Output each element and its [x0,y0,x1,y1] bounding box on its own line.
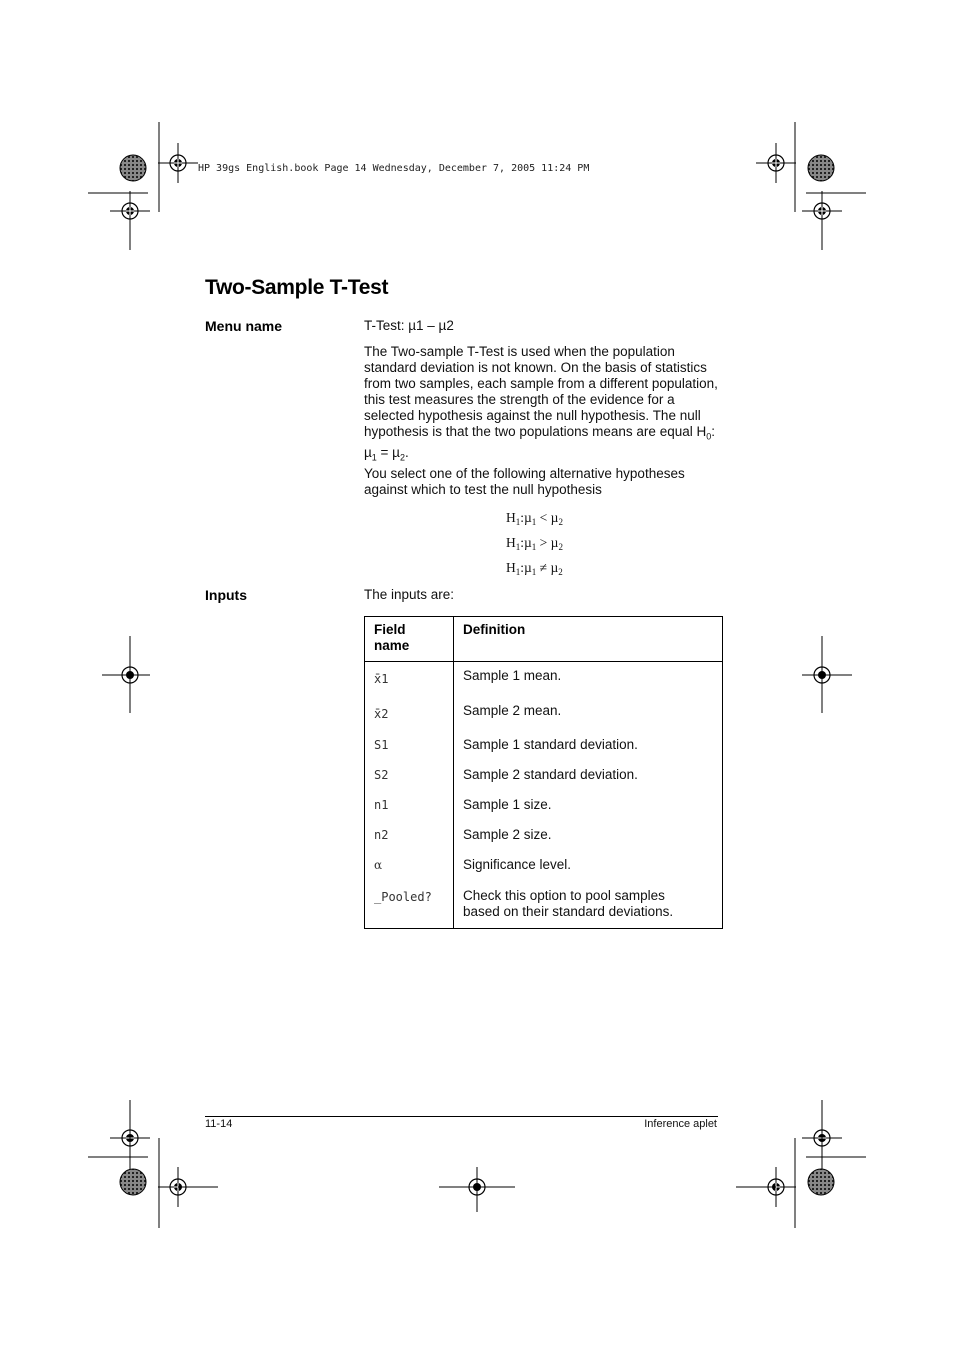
inputs-intro: The inputs are: [364,587,455,602]
definition-cell: Sample 1 standard deviation. [454,733,723,763]
hypothesis-less-than: $H_1:\mu_1 < \mu_2$ [506,510,563,527]
page-title: Two-Sample T-Test [205,276,389,299]
field-s1: S1 [365,733,454,763]
table-row [365,883,723,929]
table-row [365,763,723,793]
definition-cell: Significance level. [454,853,723,883]
field-alpha: α [365,853,454,883]
field-pooled: _Pooled? [365,883,454,929]
description-text: The Two-sample T-Test is used when the population standard deviation is not known. On the basis of statistics from two samples, each sample from a different population, this test measures the strength of the evidence for a selected hypothesis against the null hypothesis. The null hypothesis is that the two populations means are [364,344,718,439]
definition-cell: Sample 2 size. [454,823,723,853]
description-paragraph [364,344,724,465]
table-row [365,697,723,733]
column-header-field-name: Field name [365,617,454,662]
definition-cell: Check this option to pool samples based on their standard deviations. [454,883,723,929]
field-x-bar-1: x̄1 [365,662,454,698]
definition-cell: Sample 1 mean. [454,662,723,698]
definition-cell: Sample 2 mean. [454,697,723,733]
footer-rule [205,1116,718,1117]
field-n1: n1 [365,793,454,823]
table-row [365,733,723,763]
inputs-table [364,616,723,929]
hypothesis-greater-than: $H_1:\mu_1 > \mu_2$ [506,535,563,552]
column-header-definition: Definition [454,617,723,662]
table-row [365,662,723,698]
table-row [365,823,723,853]
footer-section-name: Inference aplet [644,1118,717,1130]
table-row [365,793,723,823]
print-header: HP 39gs English.book Page 14 Wednesday, December 7, 2005 11:24 PM [198,163,590,174]
menu-name-label: Menu name [205,318,283,334]
menu-name-value: T-Test: µ1 – µ2 [364,318,454,333]
field-x-bar-2: x̄2 [365,697,454,733]
table-row [365,853,723,883]
field-n2: n2 [365,823,454,853]
definition-cell: Sample 1 size. [454,793,723,823]
definition-cell: Sample 2 standard deviation. [454,763,723,793]
field-s2: S2 [365,763,454,793]
null-hypothesis: equal $H_0$: µ$_1$ = µ$_2$. [364,424,716,463]
inputs-label: Inputs [205,587,247,603]
alternatives-intro: You select one of the following alternative hypotheses against which to test the null hypothesis [364,466,685,497]
page-number: 11-14 [205,1118,233,1130]
table-header-row [365,617,723,662]
hypothesis-not-equal: $H_1:\mu_1 \ne \mu_2$ [506,560,563,577]
